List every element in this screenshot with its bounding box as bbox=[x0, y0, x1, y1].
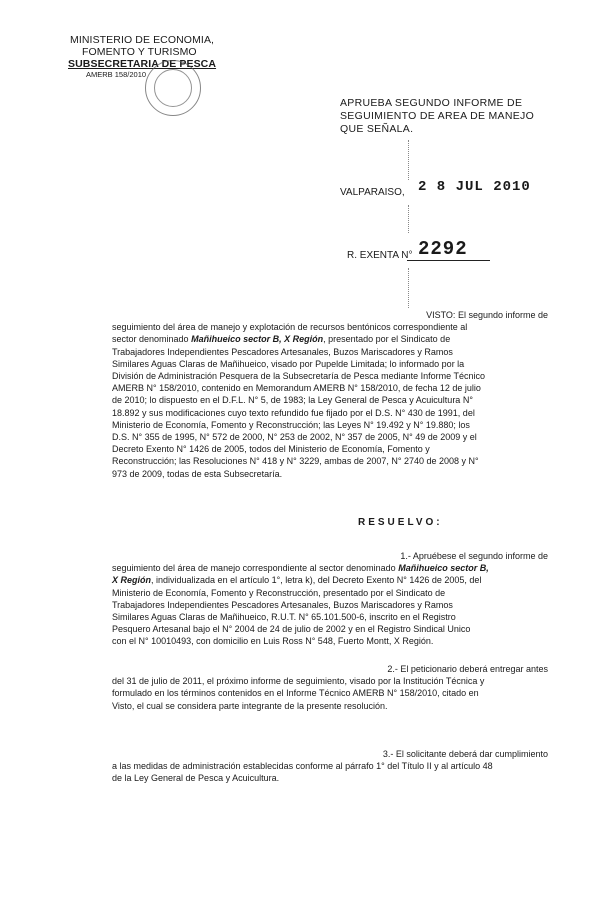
official-seal bbox=[145, 60, 201, 116]
resolution-number: 2292 bbox=[418, 238, 468, 260]
reference-code: AMERB 158/2010 bbox=[86, 70, 147, 79]
visto-line: Reconstrucción; las Resoluciones N° 418 y N° 3229, ambas de 2007, N° 2740 de 2008 y N° bbox=[112, 456, 479, 467]
visto-line: D.S. N° 355 de 1995, N° 572 de 2000, N° 253 de 2002, N° 357 de 2005, N° 49 de 2009 y el bbox=[112, 432, 477, 443]
item-line: del 31 de julio de 2011, el próximo informe de seguimiento, visado por la Institución Técnica y bbox=[112, 676, 485, 687]
item-3-lead: 3.- El solicitante deberá dar cumplimiento bbox=[382, 749, 548, 759]
item-line: formulado en los términos contenidos en el Informe Técnico AMERB N° 158/2010, citado en bbox=[112, 688, 479, 699]
visto-line: Similares Aguas Claras de Mañihueico, visado por Pupelde Limitada; lo informado por la bbox=[112, 358, 465, 369]
item-2-lead: 2.- El peticionario deberá entregar antes bbox=[387, 664, 548, 674]
visto-section bbox=[112, 309, 548, 480]
item-line: Ministerio de Economía, Fomento y Reconstrucción, presentado por el Sindicato de bbox=[112, 587, 446, 598]
resuelvo-item-3 bbox=[112, 748, 548, 785]
visto-line: de 2010; lo dispuesto en el D.F.L. N° 5, de 1983; la Ley General de Pesca y Acuicultura N° bbox=[112, 395, 473, 406]
subsecretaria-line: SUBSECRETARIA DE PESCA bbox=[68, 58, 217, 70]
divider-dots bbox=[408, 205, 411, 233]
visto-line: seguimiento del área de manejo y explotación de recursos bentónicos correspondiente al bbox=[112, 322, 468, 333]
visto-line: 18.892 y sus modificaciones cuyo texto refundido fue fijado por el D.S. N° 430 de 1991, del bbox=[112, 407, 475, 418]
ministry-line-2: FOMENTO Y TURISMO bbox=[82, 46, 197, 58]
ministry-line: MINISTERIO DE ECONOMIA, bbox=[70, 34, 215, 46]
item-line: Similares Aguas Claras de Mañihueico, R.U.T. N° 65.101.500-6, inscrito en el Registro bbox=[112, 612, 456, 623]
item-line: Visto, el cual se considera parte integrante de la presente resolución. bbox=[112, 700, 388, 711]
visto-line: Trabajadores Independientes Pescadores Artesanales, Buzos Mariscadores y Ramos bbox=[112, 346, 453, 357]
title-line-3: QUE SEÑALA. bbox=[340, 123, 414, 135]
sector-name: Mañihueico sector B, X Región bbox=[191, 334, 324, 345]
divider-dots bbox=[408, 140, 411, 180]
item-line: a las medidas de administración establecidas conforme al párrafo 1° del Título II y al artículo 48 bbox=[112, 761, 493, 772]
resuelvo-item-1 bbox=[112, 550, 548, 648]
place-label: VALPARAISO, bbox=[340, 187, 405, 198]
item-line: de la Ley General de Pesca y Acuicultura. bbox=[112, 773, 280, 784]
visto-line: sector denominado Mañihueico sector B, X Región, presentado por el Sindicato de bbox=[112, 334, 451, 345]
item-line: con el N° 10010493, con domicilio en Luis Ross N° 548, Fuerto Montt, X Región. bbox=[112, 636, 434, 647]
document-title bbox=[340, 97, 560, 136]
visto-first-line: VISTO: El segundo informe de bbox=[426, 310, 548, 320]
resuelvo-item-2 bbox=[112, 663, 548, 712]
resuelvo-heading: RESUELVO: bbox=[358, 517, 443, 528]
divider-dots bbox=[408, 268, 411, 308]
item-line: X Región, individualizada en el artículo 1°, letra k), del Decreto Exento N° 1426 de 2005, del bbox=[112, 575, 482, 586]
visto-line: División de Administración Pesquera de la Subsecretaría de Pesca mediante Informe Técnico bbox=[112, 371, 486, 382]
visto-line: AMERB N° 158/2010, contenido en Memorandum AMERB N° 158/2010, de fecha 12 de julio bbox=[112, 383, 481, 394]
visto-line: Decreto Exento N° 1426 de 2005, todos del Ministerio de Economía, Fomento y bbox=[112, 444, 430, 455]
item-line: Pesquero Artesanal bajo el N° 2004 de 24 de julio de 2002 y en el Registro Sindical Unico bbox=[112, 624, 471, 635]
item-line: seguimiento del área de manejo correspondiente al sector denominado Mañihueico sector B, bbox=[112, 563, 489, 574]
visto-line: Ministerio de Economía, Fomento y Reconstrucción; las Leyes N° 19.492 y N° 19.880; los bbox=[112, 419, 470, 430]
title-line-2: SEGUIMIENTO DE AREA DE MANEJO bbox=[340, 110, 535, 122]
visto-lead: VISTO: bbox=[426, 310, 456, 320]
resolution-label: R. EXENTA N° bbox=[347, 250, 413, 261]
item-1-lead: 1.- Apruébese el segundo informe de bbox=[400, 551, 548, 561]
item-line: Trabajadores Independientes Pescadores Artesanales, Buzos Mariscadores y Ramos bbox=[112, 599, 453, 610]
resolution-underline bbox=[407, 260, 490, 261]
date-stamp: 2 8 JUL 2010 bbox=[418, 179, 531, 195]
visto-line: 973 de 2009, todas de esta Subsecretaría. bbox=[112, 468, 283, 479]
title-line-1: APRUEBA SEGUNDO INFORME DE bbox=[340, 97, 523, 109]
